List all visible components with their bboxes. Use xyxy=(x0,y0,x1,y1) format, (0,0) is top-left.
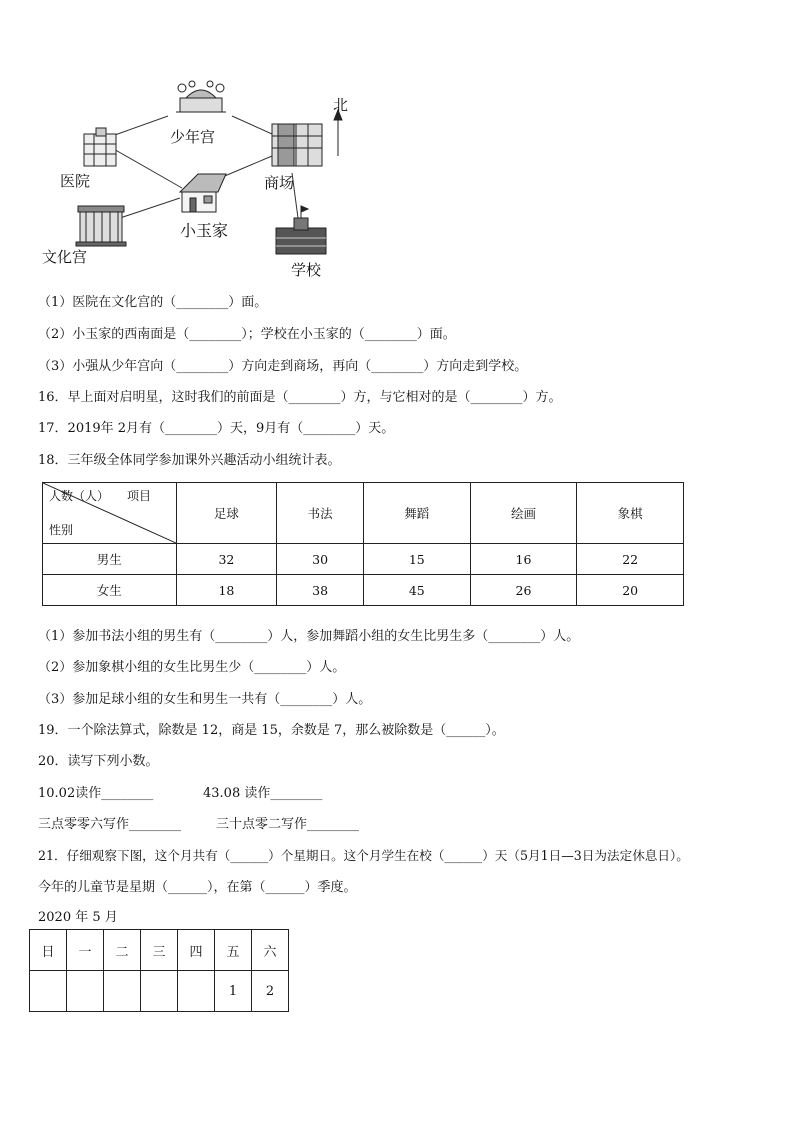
question-20-b: 43.08 读作________ xyxy=(203,786,323,801)
youth-palace-label: 少年宫 xyxy=(170,128,216,146)
mall-label: 商场 xyxy=(264,174,295,192)
day-cell xyxy=(178,971,215,1012)
header-cell: 书法 xyxy=(277,483,364,544)
question-15-2: （2）小玉家的西南面是（________）；学校在小玉家的（________）面。 xyxy=(38,327,456,342)
table-cell: 45 xyxy=(363,575,470,606)
activity-stat-table xyxy=(42,482,684,606)
hospital-icon xyxy=(84,128,116,166)
question-15-1: （1）医院在文化宫的（________）面。 xyxy=(38,295,268,310)
table-cell: 38 xyxy=(277,575,364,606)
weekday-cell: 六 xyxy=(252,930,289,971)
day-cell xyxy=(67,971,104,1012)
day-cell xyxy=(30,971,67,1012)
school-icon xyxy=(276,206,326,254)
question-18: 18．三年级全体同学参加课外兴趣活动小组统计表。 xyxy=(38,453,341,468)
line-hospital-youth xyxy=(112,116,168,136)
table-cell: 16 xyxy=(470,544,577,575)
table-cell: 30 xyxy=(277,544,364,575)
line-youth-mall xyxy=(232,116,272,134)
home-icon xyxy=(180,174,226,212)
table-row xyxy=(43,544,684,575)
table-corner-cell xyxy=(43,483,177,544)
header-cell: 足球 xyxy=(176,483,277,544)
weekday-cell: 四 xyxy=(178,930,215,971)
table-cell: 20 xyxy=(577,575,684,606)
question-20-d: 三十点零二写作________ xyxy=(216,817,360,832)
row-label: 男生 xyxy=(43,544,177,575)
home-label: 小玉家 xyxy=(180,221,229,240)
north-label: 北 xyxy=(333,96,349,114)
question-16: 16．早上面对启明星，这时我们的前面是（________）方，与它相对的是（________）方。 xyxy=(38,390,562,405)
day-cell xyxy=(104,971,141,1012)
question-18-3: （3）参加足球小组的女生和男生一共有（________）人。 xyxy=(38,692,372,707)
weekday-cell: 日 xyxy=(30,930,67,971)
direction-map xyxy=(40,78,370,283)
line-culture-home xyxy=(120,198,180,218)
table-cell: 32 xyxy=(176,544,277,575)
hospital-label: 医院 xyxy=(60,172,91,190)
calendar-weekday-row xyxy=(30,930,289,971)
header-cell: 舞蹈 xyxy=(363,483,470,544)
question-21-b: 今年的儿童节是星期（______），在第（______）季度。 xyxy=(38,880,357,895)
question-20-a: 10.02读作________ xyxy=(38,786,154,801)
day-cell: 2 xyxy=(252,971,289,1012)
culture-palace-label: 文化宫 xyxy=(42,248,88,266)
row-label: 女生 xyxy=(43,575,177,606)
may-calendar xyxy=(29,929,289,1012)
table-row xyxy=(43,575,684,606)
table-cell: 26 xyxy=(470,575,577,606)
question-21: 21．仔细观察下图，这个月共有（______）个星期日。这个月学生在校（______）天（5月1日—3日为法定休息日）。 xyxy=(38,848,689,863)
weekday-cell: 二 xyxy=(104,930,141,971)
day-cell xyxy=(141,971,178,1012)
youth-palace-icon xyxy=(176,81,226,112)
question-20-c: 三点零零六写作________ xyxy=(38,817,182,832)
culture-palace-icon xyxy=(76,206,126,246)
mall-icon xyxy=(272,124,322,166)
day-cell: 1 xyxy=(215,971,252,1012)
corner-top-label: 人数（人） 项目 xyxy=(49,489,152,503)
line-hospital-home xyxy=(112,148,182,188)
weekday-cell: 五 xyxy=(215,930,252,971)
question-15-3: （3）小强从少年宫向（________）方向走到商场，再向（________）方向走到学校。 xyxy=(38,359,528,374)
table-cell: 22 xyxy=(577,544,684,575)
table-cell: 15 xyxy=(363,544,470,575)
question-17: 17．2019年 2月有（________）天，9月有（________）天。 xyxy=(38,421,395,436)
table-cell: 18 xyxy=(176,575,277,606)
school-label: 学校 xyxy=(291,261,322,279)
question-19: 19．一个除法算式，除数是 12，商是 15，余数是 7，那么被除数是（______）。 xyxy=(38,723,505,738)
header-cell: 绘画 xyxy=(470,483,577,544)
table-header-row xyxy=(43,483,684,544)
calendar-caption: 2020 年 5 月 xyxy=(38,910,118,925)
calendar-day-row xyxy=(30,971,289,1012)
weekday-cell: 一 xyxy=(67,930,104,971)
weekday-cell: 三 xyxy=(141,930,178,971)
question-20: 20．读写下列小数。 xyxy=(38,754,159,769)
header-cell: 象棋 xyxy=(577,483,684,544)
question-18-1: （1）参加书法小组的男生有（________）人，参加舞蹈小组的女生比男生多（________）人。 xyxy=(38,629,580,644)
question-18-2: （2）参加象棋小组的女生比男生少（________）人。 xyxy=(38,660,346,675)
corner-bottom-label: 性别 xyxy=(49,523,74,537)
north-arrow-icon xyxy=(334,110,342,156)
